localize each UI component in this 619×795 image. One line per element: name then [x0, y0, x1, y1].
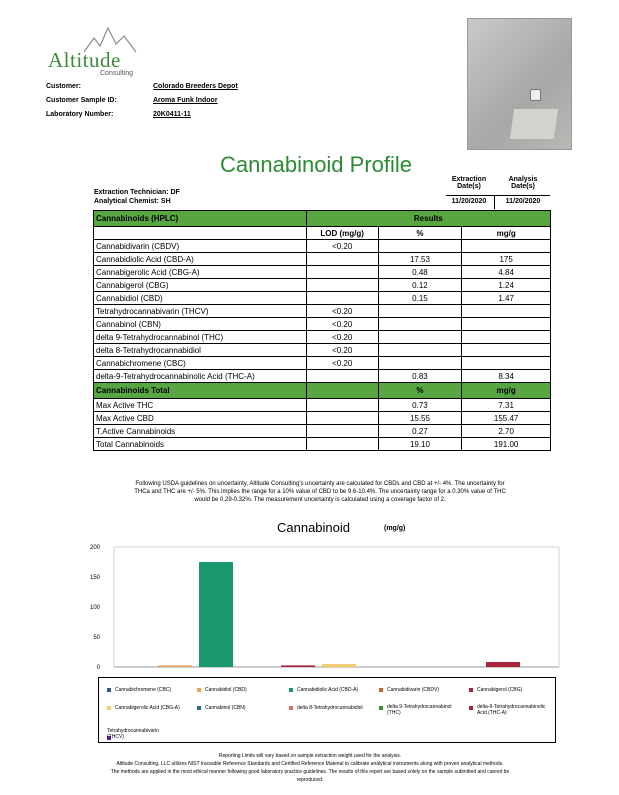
extraction-date: 11/20/2020	[451, 198, 487, 205]
footer-line: Reporting Limits will vary based on sample extraction weight used for the analysis.	[218, 753, 402, 759]
mgg-value: 1.24	[462, 279, 551, 292]
legend-label-line: delta-9-Tetrahydrocannabinolic	[477, 704, 546, 710]
total-percent: 0.73	[378, 399, 462, 412]
legend-label: Cannabinol (CBN)	[205, 705, 246, 711]
pct-header: %	[378, 227, 462, 240]
table-header-results: Results	[306, 211, 550, 227]
note-line: Following USDA guidelines on uncertainty, Altitude Consulting's uncertainty are calculated for CBDs and CBD at +/- 4%. The uncertainty for	[135, 481, 505, 487]
legend-label-line: delta 9-Tetrahydrocannabinol	[387, 704, 452, 710]
legend-swatch	[289, 688, 293, 692]
table-header-row	[94, 211, 551, 227]
legend-label-line: (THCV)	[107, 734, 124, 740]
totals-pct-header: %	[378, 383, 462, 399]
total-blank	[306, 425, 378, 438]
y-tick-label: 100	[89, 605, 100, 611]
totals-header-row	[94, 383, 551, 399]
legend-label: delta 8-Tetrahydrocannabidiol	[297, 705, 363, 711]
lod-value: <0.20	[306, 305, 378, 318]
total-percent: 0.27	[378, 425, 462, 438]
legend-label: Cannabigerolic Acid (CBG-A)	[115, 705, 180, 711]
cannabinoid-bar-chart	[84, 540, 564, 676]
totals-row	[94, 438, 551, 451]
sample-id-value: Aroma Funk Indoor	[153, 97, 218, 104]
legend-label: Cannabichromene (CBC)	[115, 687, 172, 693]
chart-unit: (mg/g)	[384, 525, 406, 532]
lod-value: <0.20	[306, 344, 378, 357]
uncertainty-note	[60, 480, 580, 504]
percent-value	[378, 344, 462, 357]
cannabinoid-name: Cannabigerol (CBG)	[94, 279, 307, 292]
total-percent: 19.10	[378, 438, 462, 451]
lod-value: <0.20	[306, 357, 378, 370]
legend-swatch	[379, 688, 383, 692]
table-row	[94, 318, 551, 331]
cannabinoid-table	[93, 210, 551, 451]
totals-row	[94, 412, 551, 425]
bar-9	[486, 662, 520, 667]
legend-label-line: Tetrahydrocannabivarin	[107, 728, 159, 734]
lod-value	[306, 266, 378, 279]
totals-row	[94, 425, 551, 438]
legend-swatch	[469, 688, 473, 692]
bar-2	[199, 562, 233, 667]
photo-jar	[530, 89, 541, 101]
percent-value	[378, 331, 462, 344]
legend-label-line: (THC)	[387, 710, 401, 716]
mgg-value: 8.34	[462, 370, 551, 383]
lod-value	[306, 279, 378, 292]
legend-swatch	[469, 706, 473, 710]
percent-value: 0.15	[378, 292, 462, 305]
note-line: THCa and THC are +/- 5%. This implies the range for a 10% value of CBD to be 9.6-10.4%. The uncertainty range for a 0.30% value of THC	[134, 489, 506, 495]
customer-value: Colorado Breeders Depot	[153, 83, 238, 90]
lod-header: LOD (mg/g)	[306, 227, 378, 240]
footer-line: The methods are applied in the most ethical manner following good laboratory practice guidelines. The results of this report are based solely on the sample submitted and cannot be	[110, 769, 510, 775]
customer-label: Customer:	[46, 83, 82, 90]
chart-legend	[98, 677, 556, 743]
table-subheader-row	[94, 227, 551, 240]
table-row	[94, 253, 551, 266]
total-mgg: 2.70	[462, 425, 551, 438]
total-mgg: 191.00	[462, 438, 551, 451]
total-name: Max Active CBD	[94, 412, 307, 425]
lod-value: <0.20	[306, 240, 378, 253]
legend-swatch	[289, 706, 293, 710]
percent-value: 0.12	[378, 279, 462, 292]
legend-label: Cannabidivarin (CBDV)	[387, 687, 439, 693]
bar-4	[281, 665, 315, 667]
extraction-technician: Extraction Technician: DF	[94, 189, 180, 196]
total-mgg: 155.47	[462, 412, 551, 425]
percent-value	[378, 305, 462, 318]
legend-label	[387, 704, 452, 716]
cannabinoid-name: Cannabinol (CBN)	[94, 318, 307, 331]
totals-row	[94, 399, 551, 412]
mgg-value: 1.47	[462, 292, 551, 305]
totals-body	[94, 399, 551, 451]
date-divider	[494, 195, 495, 209]
bar-1	[158, 665, 192, 667]
mgg-value	[462, 318, 551, 331]
cannabinoid-name: Cannabidiol (CBD)	[94, 292, 307, 305]
y-tick-label: 150	[89, 575, 100, 581]
cannabinoid-name: Cannabichromene (CBC)	[94, 357, 307, 370]
table-row	[94, 266, 551, 279]
totals-mgg-header: mg/g	[462, 383, 551, 399]
lab-number-label: Laboratory Number:	[46, 111, 114, 118]
analysis-date: 11/20/2020	[505, 198, 541, 205]
y-tick-label: 0	[96, 665, 100, 671]
legend-label	[107, 728, 159, 740]
table-row	[94, 344, 551, 357]
total-blank	[306, 412, 378, 425]
percent-value: 17.53	[378, 253, 462, 266]
table-row	[94, 357, 551, 370]
legend-label: Cannabidiol (CBD)	[205, 687, 247, 693]
lab-number-value: 20K0411-11	[153, 111, 191, 118]
cannabinoid-name: Cannabigerolic Acid (CBG-A)	[94, 266, 307, 279]
mgg-header: mg/g	[462, 227, 551, 240]
analysis-date-header: Analysis Date(s)	[508, 176, 538, 190]
totals-header-name: Cannabinoids Total	[94, 383, 307, 399]
total-percent: 15.55	[378, 412, 462, 425]
table-body	[94, 240, 551, 383]
table-header-name: Cannabinoids (HPLC)	[94, 211, 307, 227]
cannabinoid-name: Tetrahydrocannabivarin (THCV)	[94, 305, 307, 318]
y-tick-label: 200	[89, 545, 100, 551]
extraction-date-header: Extraction Date(s)	[451, 176, 487, 190]
total-mgg: 7.31	[462, 399, 551, 412]
table-row	[94, 292, 551, 305]
photo-card	[510, 109, 558, 139]
sample-photo	[467, 18, 572, 150]
cannabinoid-name: delta-9-Tetrahydrocannabinolic Acid (THC-A)	[94, 370, 307, 383]
percent-value	[378, 240, 462, 253]
logo-wordmark: Altitude	[48, 48, 121, 72]
legend-swatch	[197, 706, 201, 710]
cannabinoid-name: Cannabidivarin (CBDV)	[94, 240, 307, 253]
note-line: would be 0.29-0.32%. The measurement uncertainty is calculated using a coverage factor of 2.	[194, 497, 446, 503]
analytical-chemist: Analytical Chemist: SH	[94, 198, 171, 205]
report-title: Cannabinoid Profile	[220, 152, 413, 177]
mgg-value	[462, 344, 551, 357]
percent-value	[378, 318, 462, 331]
total-blank	[306, 438, 378, 451]
sample-id-label: Customer Sample ID:	[46, 97, 117, 104]
legend-label	[477, 704, 545, 716]
mgg-value	[462, 305, 551, 318]
percent-value	[378, 357, 462, 370]
percent-value: 0.48	[378, 266, 462, 279]
legend-swatch	[379, 706, 383, 710]
percent-value: 0.83	[378, 370, 462, 383]
legend-swatch	[107, 706, 111, 710]
total-name: Total Cannabinoids	[94, 438, 307, 451]
table-row	[94, 305, 551, 318]
bar-5	[322, 664, 356, 667]
date-header-rule	[446, 195, 550, 196]
mgg-value	[462, 357, 551, 370]
legend-swatch	[197, 688, 201, 692]
logo-subtitle: Consulting	[100, 70, 134, 77]
altitude-logo	[44, 26, 144, 78]
legend-label: Cannabigerol (CBG)	[477, 687, 523, 693]
cannabinoid-name: delta 8-Tetrahydrocannabidiol	[94, 344, 307, 357]
table-row	[94, 331, 551, 344]
cannabinoid-name: Cannabidiolic Acid (CBD-A)	[94, 253, 307, 266]
legend-label: Cannabidiolic Acid (CBD-A)	[297, 687, 359, 693]
footer-line: reproduced.	[296, 777, 324, 783]
table-row	[94, 240, 551, 253]
cannabinoid-name: delta 9-Tetrahydrocannabinol (THC)	[94, 331, 307, 344]
lod-value	[306, 253, 378, 266]
plot-area	[114, 547, 559, 667]
total-name: Max Active THC	[94, 399, 307, 412]
lod-value: <0.20	[306, 331, 378, 344]
mgg-value: 4.84	[462, 266, 551, 279]
footer-line: Altitude Consulting, LLC utilizes NIST traceable Reference Standards and Certified Reference Material to calibrate analytical instruments along with proven analytical methods.	[116, 761, 504, 767]
mgg-value: 175	[462, 253, 551, 266]
y-tick-label: 50	[93, 635, 100, 641]
total-name: T.Active Cannabinoids	[94, 425, 307, 438]
report-footer	[20, 752, 600, 784]
lod-value: <0.20	[306, 318, 378, 331]
mgg-value	[462, 331, 551, 344]
lod-value	[306, 292, 378, 305]
lod-value	[306, 370, 378, 383]
legend-label-line: Acid (THC-A)	[477, 710, 507, 716]
table-row	[94, 279, 551, 292]
chart-title: Cannabinoid	[277, 520, 351, 535]
total-blank	[306, 399, 378, 412]
mgg-value	[462, 240, 551, 253]
legend-swatch	[107, 688, 111, 692]
table-row	[94, 370, 551, 383]
